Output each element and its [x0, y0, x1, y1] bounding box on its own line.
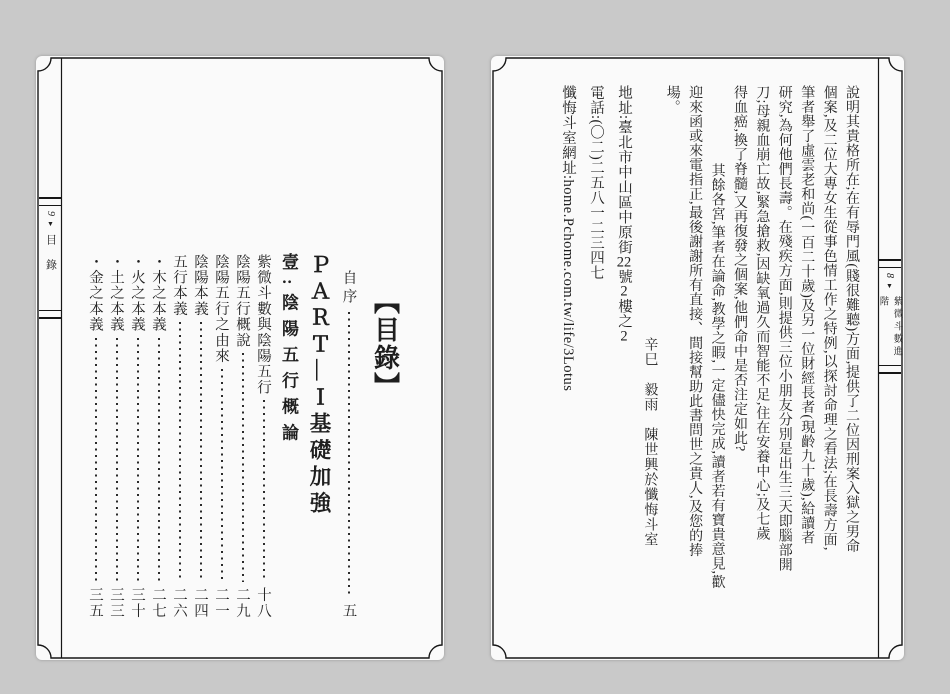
dotted-leader [221, 369, 223, 582]
toc-entry [211, 250, 232, 620]
address-text: 樓之 [615, 298, 632, 329]
toc-entry-page: 二七 [150, 587, 166, 619]
preface-line: 迎來函或來電指正,最後謝謝所有直接、間接幫助此書問世之貴人,及您的捧 [687, 85, 703, 557]
left-sidebar-box [39, 197, 62, 319]
dotted-leader [137, 338, 139, 583]
toc-entry [148, 250, 169, 620]
address-text: 地址:臺北市中山區中原街 [615, 85, 632, 255]
preface-line: 其餘各宮,筆者在論命,教學之暇,一定儘快完成,讀者若有寶貴意見,歡 [709, 163, 725, 589]
sidebar-separator [39, 197, 62, 206]
preface-line: 說明其貴格所在;在有辱門風(賤很難聽)方面,提供了二位因刑案入獄之男命 [844, 85, 859, 554]
toc-entry-page: 十八 [255, 587, 271, 619]
toc-entry [85, 250, 106, 620]
toc-entry-label: ・土之本義 [108, 254, 124, 333]
toc-entry-page: 三五 [87, 587, 103, 619]
toc-entry-page: 二九 [234, 587, 250, 619]
toc-chapter-heading [274, 250, 303, 620]
right-sidebar-box [878, 259, 901, 374]
preface-line: 研究,為何他們長壽。在殘疾方面,則提供三位小朋友分別是出生三天即腦部開 [776, 85, 792, 572]
toc-entry-label: 陰陽本義 [192, 254, 208, 317]
toc-entry [190, 250, 211, 620]
toc-part-heading [303, 250, 336, 620]
left-sidebar-text [39, 206, 62, 310]
table-of-contents [72, 250, 408, 620]
toc-entry-label: 陰陽五行概說 [234, 254, 250, 349]
address-number: 22 [616, 254, 632, 270]
sidebar-separator [878, 259, 901, 268]
right-page [491, 56, 904, 660]
dotted-leader [179, 322, 181, 582]
dotted-leader [242, 353, 244, 582]
triangle-marker-icon: ▼ [46, 220, 55, 228]
toc-entry-page: 三三 [108, 587, 124, 619]
toc-entry [106, 250, 127, 620]
address-text: 號 [615, 269, 632, 285]
triangle-marker-icon: ▼ [885, 282, 894, 290]
dotted-leader [263, 400, 265, 582]
toc-entry-label: 自序 [340, 270, 357, 307]
left-running-title: 目錄 [44, 234, 57, 284]
dotted-leader [158, 338, 160, 583]
toc-entry [253, 250, 274, 620]
toc-title-column [362, 250, 408, 620]
address-number: 2 [620, 328, 628, 344]
toc-entry-page: 二一 [213, 587, 229, 619]
sidebar-separator [39, 310, 62, 319]
preface-line: 筆者舉了虛雲老和尚(一百二十歲)及另一位財經長者(現齡九十歲),給讀者 [799, 85, 815, 545]
contact-website: 懺悔斗室網址:home.Pchome.com.tw/life/3Lotus [559, 85, 576, 392]
preface-line: 得血癌,換了脊髓,又再復發之個案,他們命中是否注定如此? [731, 85, 747, 452]
chapter-heading-label: 壹:陰陽五行概論 [279, 253, 298, 450]
toc-entry-page: 三十 [129, 587, 145, 619]
preface-line: 刀;母親血崩亡故,緊急搶救,因缺氧過久而智能不足,住在安養中心;及七歲 [754, 85, 770, 541]
toc-entry-page: 二六 [171, 587, 187, 619]
sidebar-separator [878, 365, 901, 374]
toc-entry-label: 五行本義 [171, 254, 187, 317]
toc-entry-label: 陰陽五行之由來 [213, 254, 229, 364]
left-page [36, 56, 444, 660]
toc-entry [232, 250, 253, 620]
contact-address [610, 85, 638, 641]
toc-entry-page: 二四 [192, 587, 208, 619]
address-number: 2 [620, 284, 628, 299]
right-folio-number: 8 [884, 273, 895, 278]
toc-title: 【目錄】 [370, 288, 400, 400]
toc-entry-page: 五 [340, 603, 357, 619]
part-heading-label: ＰＡＲＴ—Ｉ基礎加強 [307, 253, 331, 518]
toc-entry-label: 紫微斗數與陰陽五行 [255, 254, 271, 396]
author-signature: 辛巳 毅雨 陳世興於懺悔斗室 [642, 337, 658, 547]
toc-entry-label: ・金之本義 [87, 254, 103, 333]
dotted-leader [200, 322, 202, 582]
preface-body [505, 85, 862, 641]
left-page-sidebar [38, 58, 63, 658]
toc-entry-preface [336, 250, 362, 620]
toc-entry [169, 250, 190, 620]
preface-line: 場。 [664, 85, 680, 114]
right-running-title: 紫微斗數進階 [877, 296, 902, 359]
right-sidebar-text [878, 268, 901, 365]
preface-line: 個案,及二位大專女生從事色情工作之特例,以探討命理之看法;在長壽方面, [821, 85, 837, 551]
right-page-sidebar [877, 58, 902, 658]
toc-entry-label: ・木之本義 [150, 254, 166, 333]
dotted-leader [348, 312, 350, 598]
toc-entry-label: ・火之本義 [129, 254, 145, 333]
left-folio-number: 9 [45, 211, 56, 216]
dotted-leader [116, 338, 118, 583]
toc-entry [127, 250, 148, 620]
contact-phone: 電話:(〇二)二五八一二三四七 [587, 85, 604, 281]
dotted-leader [95, 338, 97, 583]
